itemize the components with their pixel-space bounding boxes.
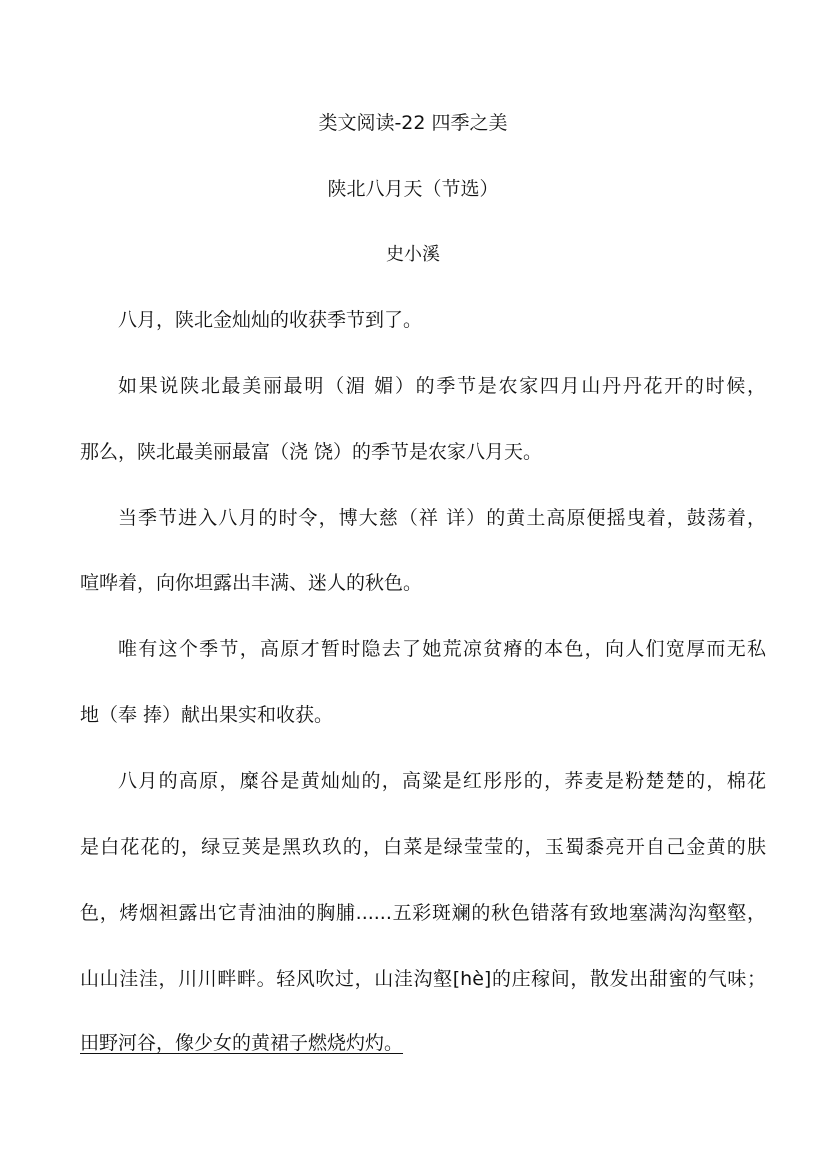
paragraph-line-2: 如果说陕北最美丽最明（湄 媚）的季节是农家四月山丹丹花开的时候， [118,375,766,397]
paragraph-line-8: 八月的高原，糜谷是黄灿灿的，高粱是红彤彤的，荞麦是粉楚楚的，棉花 [118,770,766,792]
underlined-sentence: 田野河谷，像少女的黄裙子燃烧灼灼。 [80,1032,404,1054]
paragraph-line-5: 喧哗着，向你坦露出丰满、迷人的秋色。 [80,572,423,594]
paragraph-line-4: 当季节进入八月的时令，博大慈（祥 详）的黄土高原便摇曳着，鼓荡着， [118,507,766,529]
paragraph-line-10: 色，烤烟袒露出它青油油的胸脯......五彩斑斓的秋色错落有致地塞满沟沟壑壑， [80,902,766,924]
paragraph-line-7: 地（奉 捧）献出果实和收获。 [80,704,334,726]
article-title: 陕北八月天（节选） [327,178,499,200]
author-name: 史小溪 [386,244,440,265]
paragraph-line-1: 八月，陕北金灿灿的收获季节到了。 [118,309,423,331]
document-title: 类文阅读-22 四季之美 [318,112,508,134]
paragraph-line-3: 那么，陕北最美丽最富（浇 饶）的季节是农家八月天。 [80,441,543,463]
paragraph-line-6: 唯有这个季节，高原才暂时隐去了她荒凉贫瘠的本色，向人们宽厚而无私 [118,638,766,660]
paragraph-line-9: 是白花花的，绿豆荚是黑玖玖的，白菜是绿莹莹的，玉蜀黍亮开自己金黄的肤 [80,836,766,858]
paragraph-line-11: 山山洼洼，川川畔畔。轻风吹过，山洼沟壑[hè]的庄稼间，散发出甜蜜的气味； [80,968,766,990]
